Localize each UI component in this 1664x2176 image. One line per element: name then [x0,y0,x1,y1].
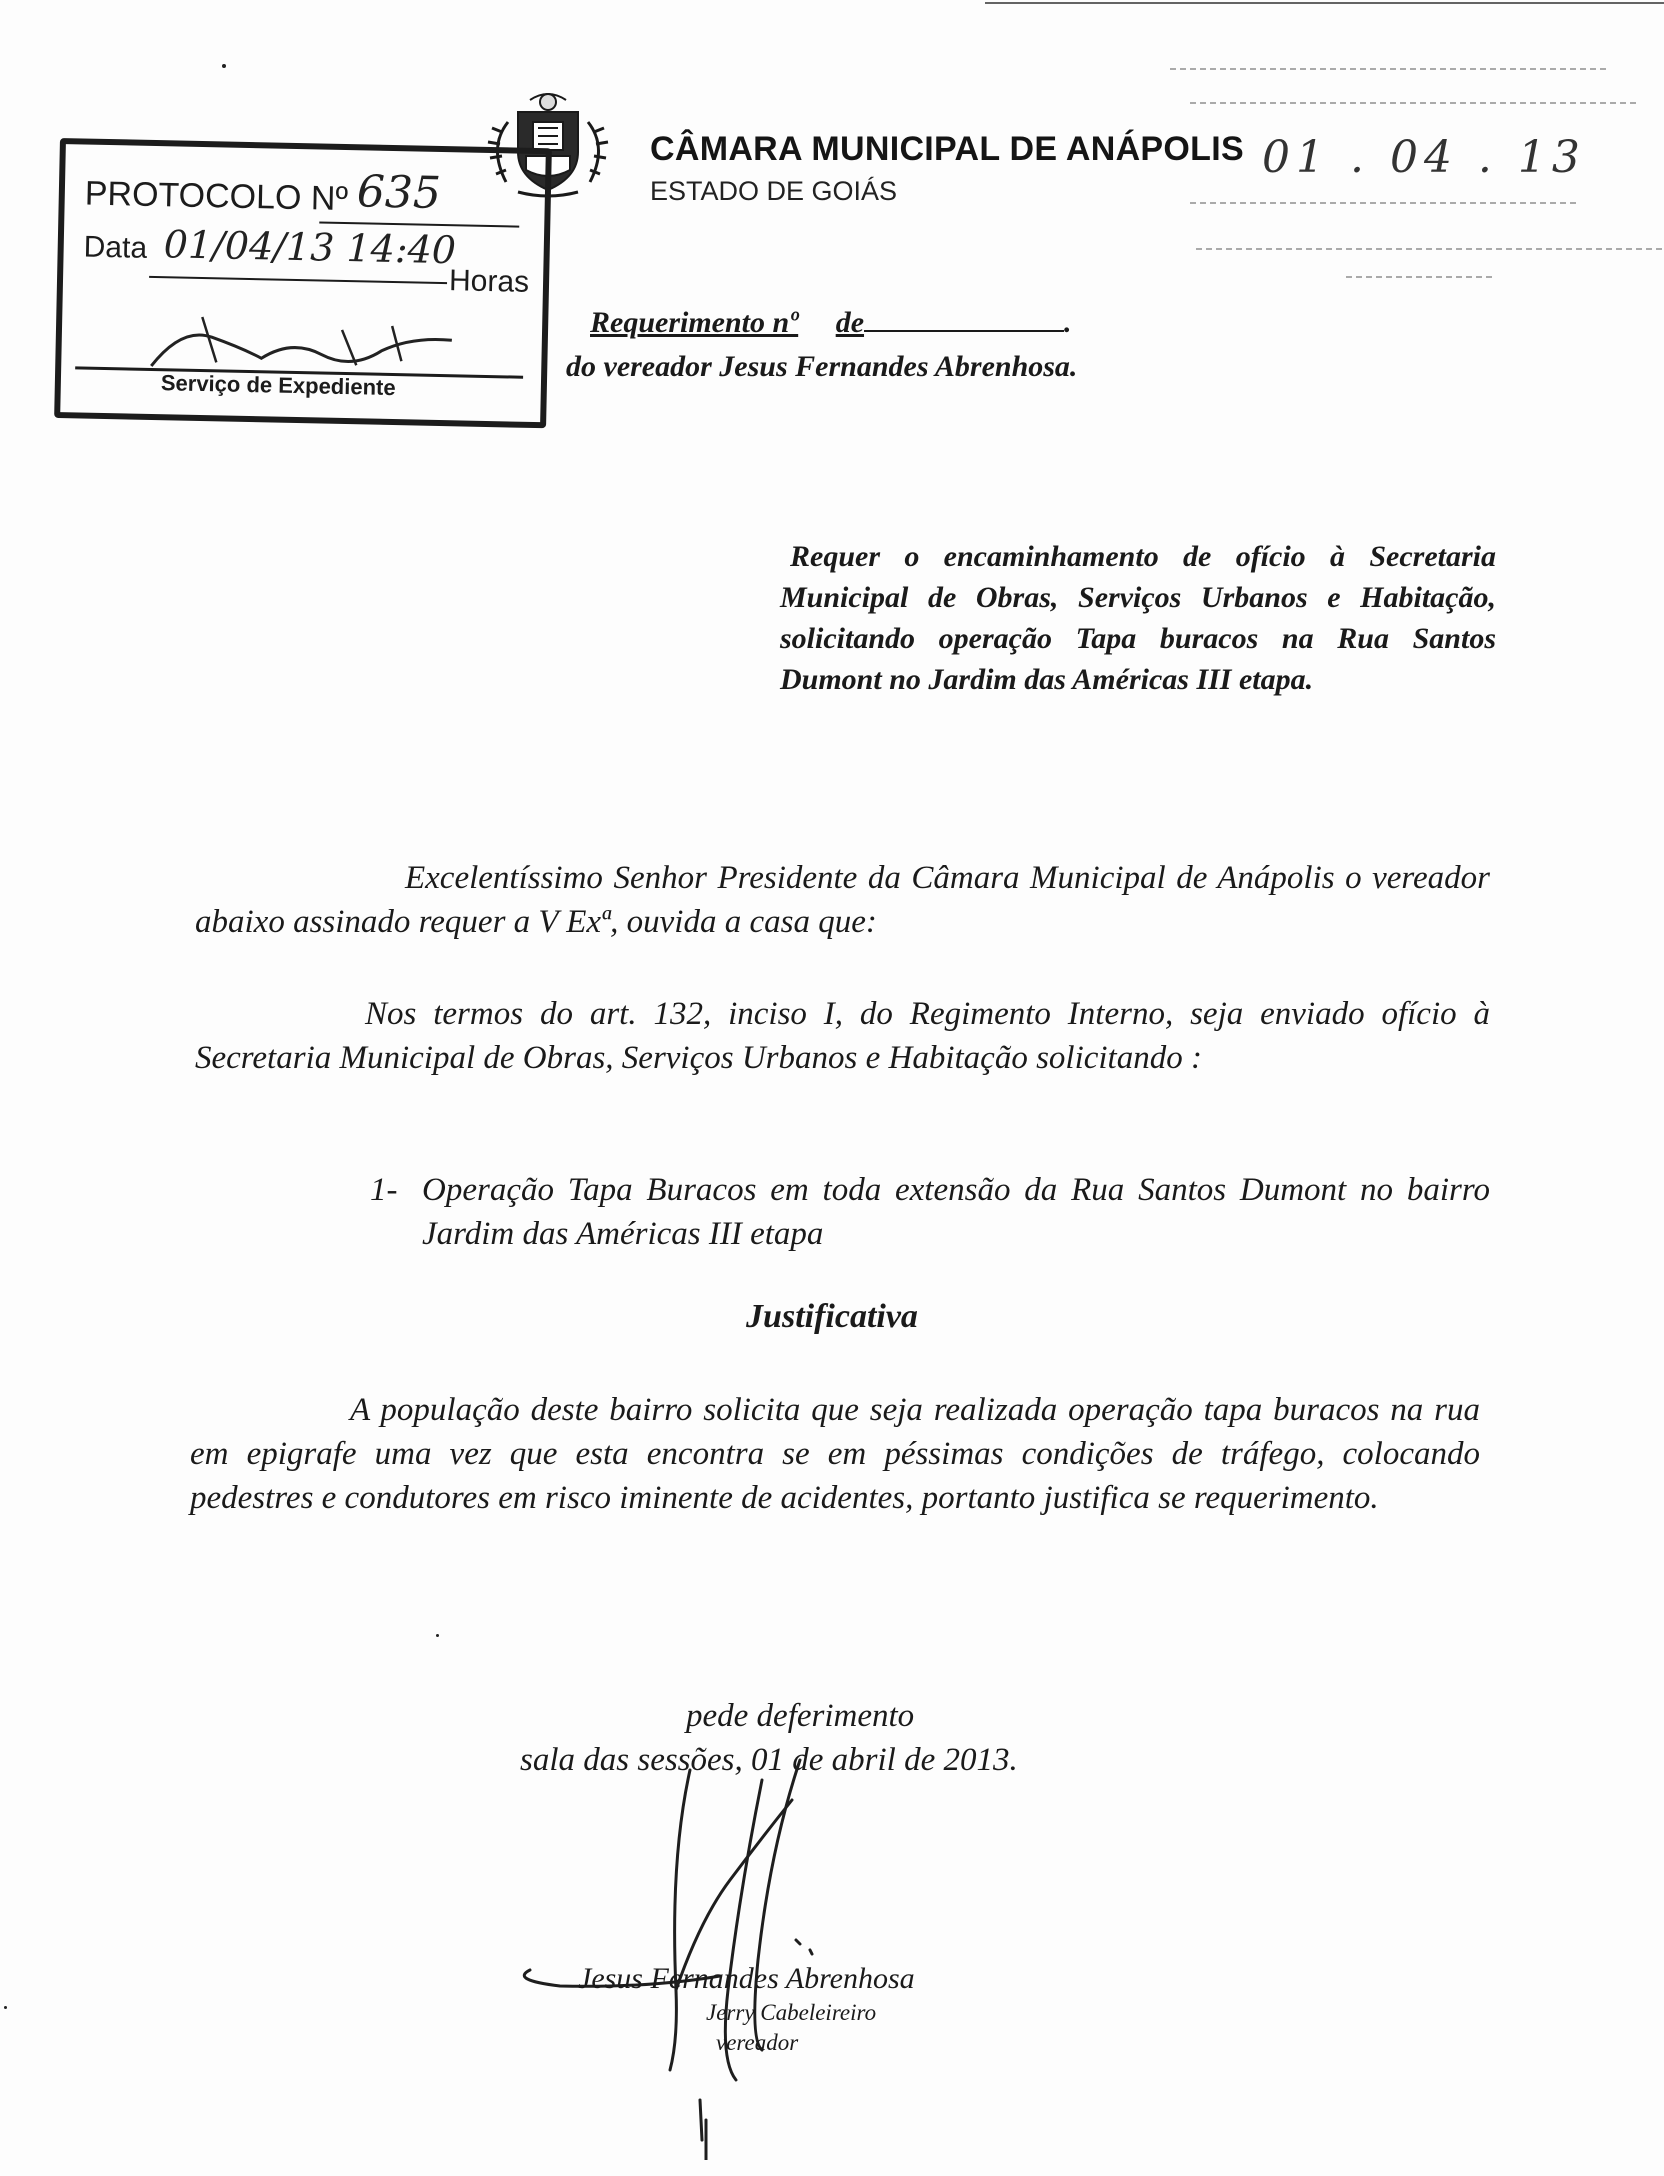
scan-edge-line [985,2,1664,4]
date-label: Data [83,230,148,265]
justification-paragraph: A população deste bairro solicita que seja realizada operação tapa buracos na rua em epigrafe uma vez que esta encontra se em péssimas condições de tráfego, colocando pedestres e condutores em risco iminente de acidentes, portanto justifica se requerimento. [190,1392,1480,1516]
justification-heading: Justificativa [746,1298,918,1335]
scan-speck [4,2006,7,2009]
dashed-line [1196,248,1664,250]
receipt-date-handwritten: 01 . 04 . 13 [1262,132,1586,183]
protocol-stamp [54,138,552,428]
faint-stamp-text [1346,276,1496,278]
signatory-nickname: Jerry Cabeleireiro [706,2000,877,2025]
closing-request: pede deferimento [686,1698,915,1734]
list-item-text: Operação Tapa Buracos em toda extensão da Rua Santos Dumont no bairro Jardim das Américas III etapa [422,1172,1490,1252]
protocol-number: 635 [356,166,442,219]
list-item [370,1168,1490,1256]
signatory-name: Jesus Fernandes Abrenhosa [578,1962,915,1995]
hours-label: Horas [448,264,530,299]
request-title-suffix: . [1064,306,1072,339]
request-title-prefix: Requerimento nº [590,306,799,339]
date-line [149,276,447,284]
request-title [590,306,1072,340]
list-item-number: 1- [370,1172,398,1208]
state-subtitle: ESTADO DE GOIÁS [650,176,898,206]
salutation-paragraph: Excelentíssimo Senhor Presidente da Câmara Municipal de Anápolis o vereador abaixo assinado requer a V Exª, ouvida a casa que: [195,860,1490,940]
request-number-blank [864,306,1064,332]
request-title-mid: de [835,306,865,339]
ementa-summary: Requer o encaminhamento de ofício à Secretaria Municipal de Obras, Serviços Urbanos e Habitação, solicitando operação Tapa buracos na Rua Santos Dumont no Jardim das Américas III etapa. [780,540,1496,696]
closing-place-date: sala das sessões, 01 de abril de 2013. [520,1742,1018,1778]
protocol-label: PROTOCOLO Nº [84,174,349,219]
faint-stamp-text [1170,68,1610,70]
institution-title: CÂMARA MUNICIPAL DE ANÁPOLIS [650,130,1244,168]
request-paragraph: Nos termos do art. 132, inciso I, do Regimento Interno, seja enviado ofício à Secretaria Municipal de Obras, Serviços Urbanos e Habitação solicitando : [195,996,1490,1076]
faint-stamp-text [1190,102,1640,104]
stamp-date-value: 01/04/13 14:40 [163,222,457,273]
service-label: Serviço de Expediente [160,370,396,401]
scan-speck [436,1634,439,1637]
request-author: do vereador Jesus Fernandes Abrenhosa. [566,350,1078,383]
scan-speck [222,64,226,68]
handwritten-signature [500,1740,960,2160]
dashed-line [1190,202,1580,204]
signatory-role: vereador [716,2030,799,2055]
